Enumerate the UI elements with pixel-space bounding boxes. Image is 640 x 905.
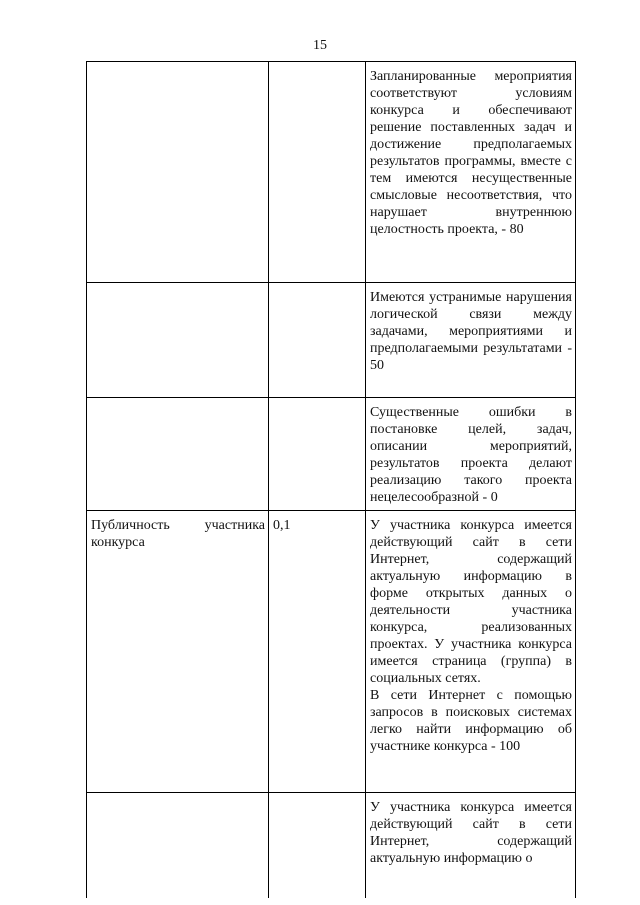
weight-cell <box>269 793 366 899</box>
description-cell <box>366 793 576 899</box>
description-text: Запланированные мероприятия соответствуют условиям конкурса и обеспечивают решение поставленных задач и достижение предполагаемых результатов программы, вместе с тем имеются несущественные смысловые несоответствия, что нарушает внутреннюю целостность проекта, - 80 <box>370 69 572 237</box>
description-cell <box>366 283 576 398</box>
description-cell <box>366 62 576 283</box>
criterion-cell: Публичность участника конкурса <box>87 511 269 793</box>
description-cell <box>366 511 576 793</box>
description-text: У участника конкурса имеется действующий сайт в сети Интернет, содержащий актуальную информацию в форме открытых данных о деятельности участника конкурса, реализованных проектах. У участника конкурса имеется страница (группа) в социальных сетях. <box>370 518 572 686</box>
criterion-cell <box>87 283 269 398</box>
table-row <box>87 793 576 899</box>
table-row <box>87 398 576 511</box>
table-row <box>87 511 576 793</box>
criterion-cell <box>87 793 269 899</box>
description-cell <box>366 398 576 511</box>
table-row <box>87 62 576 283</box>
description-text: Существенные ошибки в постановке целей, задач, описании мероприятий, результатов проекта делают реализацию такого проекта нецелесообразной - 0 <box>370 405 572 505</box>
criterion-cell <box>87 62 269 283</box>
page-number: 15 <box>313 38 327 53</box>
description-text: В сети Интернет с помощью запросов в поисковых системах легко найти информацию об участнике конкурса - 100 <box>370 688 572 754</box>
weight-cell <box>269 62 366 283</box>
criterion-cell <box>87 398 269 511</box>
weight-cell <box>269 398 366 511</box>
description-text: У участника конкурса имеется действующий сайт в сети Интернет, содержащий актуальную информацию о <box>370 800 572 866</box>
description-text: Имеются устранимые нарушения логической связи между задачами, мероприятиями и предполагаемыми результатами - 50 <box>370 290 572 373</box>
weight-cell <box>269 283 366 398</box>
weight-cell: 0,1 <box>269 511 366 793</box>
table-row <box>87 283 576 398</box>
criteria-table <box>86 61 576 898</box>
